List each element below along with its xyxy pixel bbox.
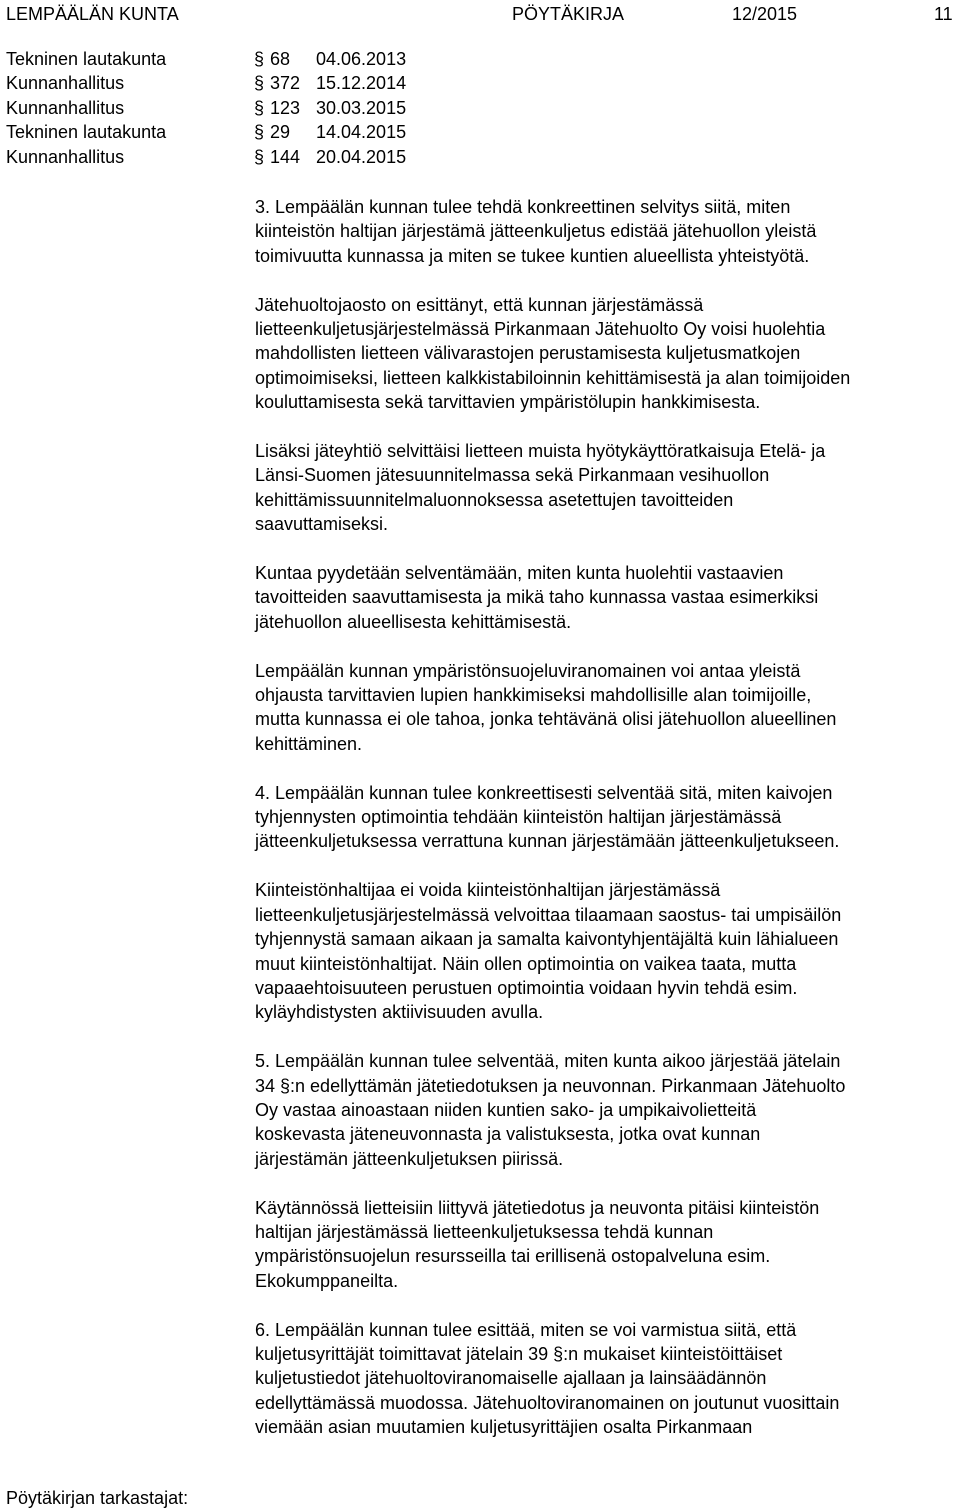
document-number: 12/2015 (732, 4, 798, 24)
paragraph-item-6: 6. Lempäälän kunnan tulee esittää, miten se voi varmistua siitä, että kuljetusyrittäjät toimittavat jätelain 39 §:n mukaiset kiinteistöittäiset kuljetustiedot jätehuoltoviranomaiselle ajallaan ja lainsäädännön edellyttämässä muodossa. Jätehuoltoviranomainen on joutunut vuosittain viemään asian muutamien kuljetusyrittäjien osalta Pirkanmaan (255, 1319, 840, 1438)
history-row (6, 71, 706, 95)
history-body: Tekninen lautakunta (6, 49, 167, 69)
paragraph: Lempäälän kunnan ympäristönsuojeluviranomainen voi antaa yleistä ohjausta tarvittavien lupien hankkimiseksi mahdollisille alan toimijoille, mutta kunnassa ei ole tahoa, jonka tehtävänä olisi jätehuollon alueellinen kehittäminen. (255, 660, 837, 754)
history-row (6, 120, 706, 144)
document-body (255, 195, 955, 1464)
history-date: 15.12.2014 (316, 73, 407, 94)
history-date: 20.04.2015 (316, 146, 407, 167)
history-body: Tekninen lautakunta (6, 122, 167, 143)
history-section-number: 29 (270, 122, 291, 143)
history-row (6, 96, 706, 120)
page-number: 11 (934, 4, 953, 24)
history-body: Kunnanhallitus (6, 146, 125, 167)
history-row (6, 47, 706, 71)
paragraph-item-4: 4. Lempäälän kunnan tulee konkreettisesti selventää sitä, miten kaivojen tyhjennysten optimointia tehdään kiinteistön haltijan järjestämässä jätteenkuljetuksessa verrattuna kunnan järjestämään jätteenkuljetukseen. (255, 782, 840, 852)
history-body: Kunnanhallitus (6, 73, 125, 94)
paragraph-item-3: 3. Lempäälän kunnan tulee tehdä konkreettinen selvitys siitä, miten kiinteistön haltijan järjestämä jätteenkuljetus edistää jätehuollon yleistä toimivuutta kunnassa ja miten se tukee kuntien alueellista yhteistyötä. (255, 197, 817, 266)
history-date: 30.03.2015 (316, 97, 407, 118)
paragraph: Kuntaa pyydetään selventämään, miten kunta huolehtii vastaavien tavoitteiden saavuttamisesta ja mikä taho kunnassa vastaa esimerkiksi jätehuollon alueellisesta kehittämisestä. (255, 563, 819, 632)
municipality-name: LEMPÄÄLÄN KUNTA (6, 4, 179, 24)
history-row (6, 145, 706, 169)
history-date: 14.04.2015 (316, 122, 407, 143)
history-section-number: 123 (270, 97, 301, 118)
handling-history (6, 47, 706, 169)
history-body: Kunnanhallitus (6, 97, 125, 118)
paragraph: Kiinteistönhaltijaa ei voida kiinteistönhaltijan järjestämässä lietteenkuljetusjärjestelmässä velvoittaa tilaamaan saostus- tai umpisäilön tyhjennystä samaan aikaan ja samalta kaivontyhjentäjältä kuin lähialueen muut kiinteistönhaltijat. Näin ollen optimointia on vaikea taata, mutta vapaaehtoisuuteen perustuen optimointia voidaan hyvin tehdä esim. kyläyhdistysten aktiivisuuden avulla. (255, 880, 842, 1023)
history-date: 04.06.2013 (316, 49, 407, 69)
paragraph: Jätehuoltojaosto on esittänyt, että kunnan järjestämässä lietteenkuljetusjärjestelmässä Pirkanmaan Jätehuolto Oy voisi huolehtia mahdollisten lietteen välivarastojen perustamisesta kuljetusmatkojen optimoimiseksi, lietteen kalkkistabiloinnin kehittämisestä ja alan toimijoiden kouluttamisesta sekä tarvittavien ympäristölupin hankkimisesta. (255, 294, 851, 413)
page-header (6, 2, 952, 26)
reviewers-label: Pöytäkirjan tarkastajat: (6, 1488, 189, 1508)
document-type: PÖYTÄKIRJA (512, 4, 625, 24)
paragraph-item-5: 5. Lempäälän kunnan tulee selventää, miten kunta aikoo järjestää jätelain 34 §:n edellyttämän jätetiedotuksen ja neuvonnan. Pirkanmaan Jätehuolto Oy vastaa ainoastaan niiden kuntien sako- ja umpikaivolietteitä koskevasta jäteneuvonnasta ja valistuksesta, jotka ovat kunnan järjestämän jätteenkuljetuksen piirissä. (255, 1051, 846, 1169)
paragraph: Lisäksi jäteyhtiö selvittäisi lietteen muista hyötykäyttöratkaisuja Etelä- ja Länsi-Suomen jätesuunnitelmassa sekä Pirkanmaan vesihuollon kehittämissuunnitelmaluonnoksessa asetettujen tavoitteiden saavuttamiseksi. (255, 441, 826, 535)
history-section-number: 372 (270, 73, 301, 94)
paragraph: Käytännössä lietteisiin liittyvä jätetiedotus ja neuvonta pitäisi kiinteistön haltijan järjestämässä lietteenkuljetuksessa tehdä kunnan ympäristönsuojelun resursseilla tai erillisenä ostopalveluna esim. Ekokumppaneilta. (255, 1197, 820, 1291)
history-section-number: 144 (270, 146, 301, 167)
history-section-number: 68 (270, 49, 291, 69)
